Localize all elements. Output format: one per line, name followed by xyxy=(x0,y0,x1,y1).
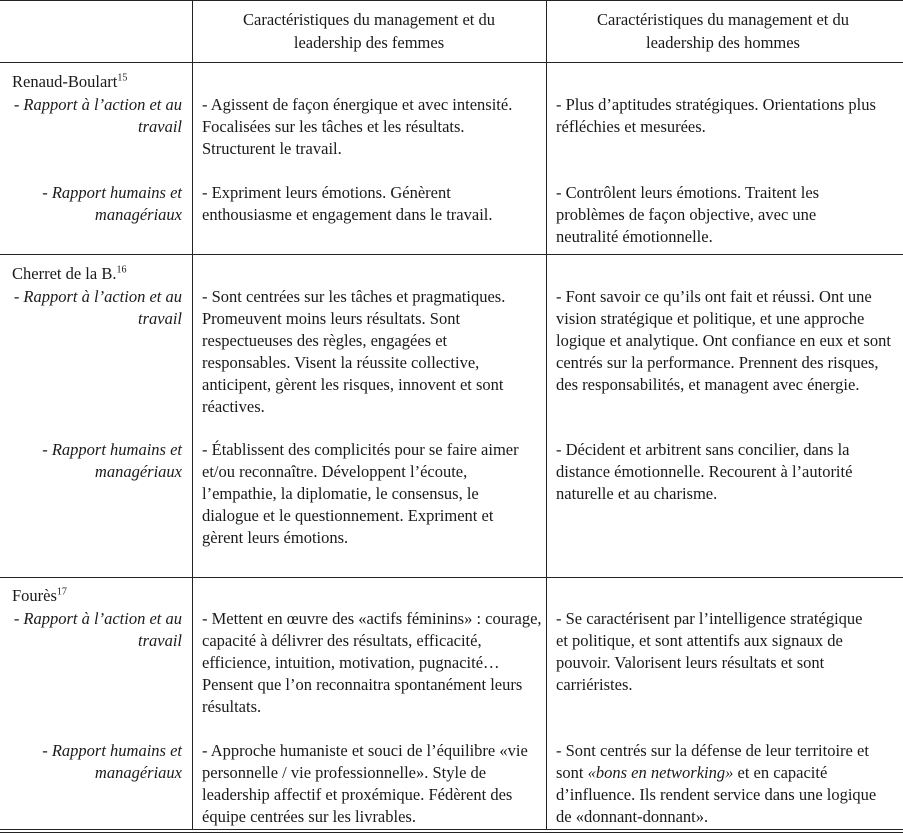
row-label-human: - Rapport humains et managériaux xyxy=(42,183,182,224)
column-divider xyxy=(192,0,193,829)
women-action: - Agissent de façon énergique et avec intensité. Focalisées sur les tâches et les résultats. Structurent le travail. xyxy=(202,95,513,158)
men-human: - Décident et arbitrent sans concilier, dans la distance émotionnelle. Recourent à l’autorité naturelle et au charisme. xyxy=(556,440,853,503)
women-human: - Approche humaniste et souci de l’équilibre «vie personnelle / vie professionnelle». Style de leadership affectif et proxémique. Fédèrent des équipe centrées sur les livrables. xyxy=(202,741,528,826)
men-action: - Plus d’aptitudes stratégiques. Orientations plus réfléchies et mesurées. xyxy=(556,95,876,136)
source-author: Renaud-Boulart$^{15}$ xyxy=(12,72,128,91)
table-bottom-rule-double xyxy=(0,832,903,833)
men-human: - Sont centrés sur la défense de leur territoire et sont «bons en networking» et en capacité d’influence. Ils rendent service dans une logique de «donnant-donnant». xyxy=(556,741,877,826)
footnote-ref: 17 xyxy=(56,586,67,598)
row-label-action: - Rapport à l’action et au travail xyxy=(13,95,182,136)
header-men: Caractéristiques du management et du leadership des hommes xyxy=(597,10,849,52)
emphasis-networking: «bons en networking» xyxy=(587,763,734,782)
table-bottom-rule xyxy=(0,829,903,830)
row-label-human: - Rapport humains et managériaux xyxy=(42,741,182,782)
column-divider xyxy=(546,0,547,829)
source-author: Fourès$^{17}$ xyxy=(12,586,67,605)
men-action: - Font savoir ce qu’ils ont fait et réussi. Ont une vision stratégique et politique, et une approche logique et analytique. Ont confiance en eux et sont centrés sur la performance. Prennent des risques, des responsabilités, et managent avec énergie. xyxy=(556,287,891,394)
row-label-action: - Rapport à l’action et au travail xyxy=(13,287,182,328)
men-human: - Contrôlent leurs émotions. Traitent les problèmes de façon objective, avec une neutralité émotionnelle. xyxy=(556,183,820,246)
footnote-ref: 16 xyxy=(116,264,127,276)
table-top-rule xyxy=(0,0,903,1)
header-bottom-rule xyxy=(0,62,903,63)
source-author: Cherret de la B.$^{16}$ xyxy=(12,264,127,283)
row-label-action: - Rapport à l’action et au travail xyxy=(13,609,182,650)
row-label-human: - Rapport humains et managériaux xyxy=(42,440,182,481)
men-action: - Se caractérisent par l’intelligence stratégique et politique, et sont attentifs aux signaux de pouvoir. Valorisent leurs résultats et sont carriéristes. xyxy=(556,609,863,694)
women-action: - Mettent en œuvre des «actifs féminins» : courage, capacité à délivrer des résultats, efficacité, efficience, intuition, motivation, pugnacité… Pensent que l’on reconnaitra spontanément leurs résultats. xyxy=(202,609,542,716)
section-divider xyxy=(0,577,903,578)
women-human: - Expriment leurs émotions. Génèrent enthousiasme et engagement dans le travail. xyxy=(202,183,493,224)
women-action: - Sont centrées sur les tâches et pragmatiques. Promeuvent moins leurs résultats. Sont respectueuses des règles, engagées et responsables. Visent la réussite collective, anticipent, gèrent les risques, innovent et sont réactives. xyxy=(202,287,506,416)
section-divider xyxy=(0,254,903,255)
women-human: - Établissent des complicités pour se faire aimer et/ou reconnaître. Développent l’écoute, l’empathie, la diplomatie, le consensus, le dialogue et le questionnement. Expriment et gèrent leurs émotions. xyxy=(202,440,519,547)
footnote-ref: 15 xyxy=(117,72,128,84)
header-women: Caractéristiques du management et du leadership des femmes xyxy=(243,10,495,52)
